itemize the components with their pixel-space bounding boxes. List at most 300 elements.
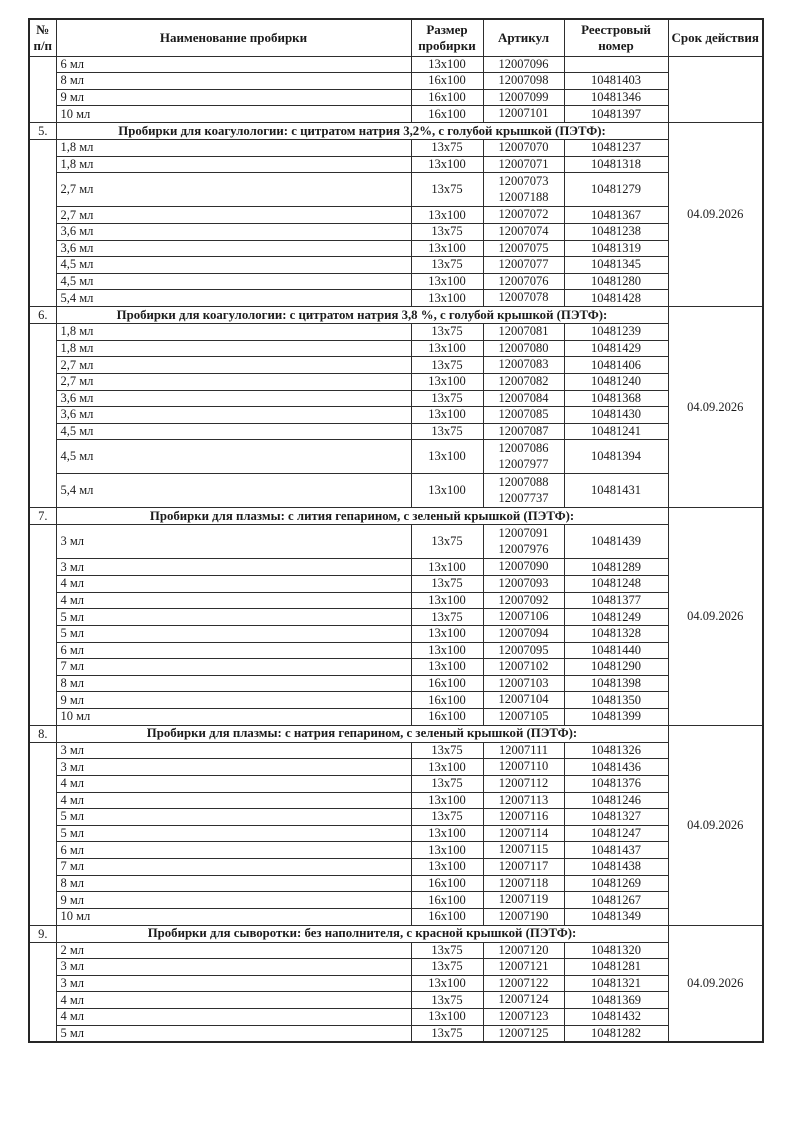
- cell-registry: 10481239: [564, 324, 668, 341]
- article-number: 12007084: [498, 390, 549, 405]
- section-title: Пробирки для коагулологии: с цитратом натрия 3,8 %, с голубой крышкой (ПЭТФ):: [56, 307, 668, 324]
- article-number: 12007070: [498, 140, 549, 154]
- article-number: 12007122: [498, 975, 549, 990]
- cell-article: [483, 525, 564, 559]
- cell-size: 13x100: [411, 792, 483, 809]
- article-number: 12007976: [498, 541, 549, 556]
- cell-name: 1,8 мл: [56, 156, 411, 173]
- article-number: 12007110: [498, 759, 549, 774]
- validity-cell: 04.09.2026: [668, 925, 763, 1042]
- cell-size: 13x75: [411, 609, 483, 626]
- cell-article: [483, 56, 564, 73]
- cell-article: [483, 609, 564, 626]
- cell-registry: 10481376: [564, 775, 668, 792]
- article-number: 12007077: [498, 257, 549, 272]
- cell-registry: 10481267: [564, 892, 668, 909]
- section-number: 6.: [29, 307, 56, 324]
- cell-size: 16x100: [411, 908, 483, 925]
- table-body: [29, 56, 763, 1042]
- table-row: [29, 73, 763, 90]
- table-row: [29, 825, 763, 842]
- validity-cell: 04.09.2026: [668, 508, 763, 725]
- cell-article: [483, 173, 564, 207]
- cell-size: 13x75: [411, 140, 483, 157]
- cell-name: 5,4 мл: [56, 474, 411, 508]
- cell-size: 13x75: [411, 992, 483, 1009]
- cell-size: 16x100: [411, 106, 483, 123]
- table-row: [29, 474, 763, 508]
- cell-name: 4,5 мл: [56, 273, 411, 290]
- table-row: [29, 273, 763, 290]
- cell-name: 10 мл: [56, 106, 411, 123]
- cell-size: 16x100: [411, 875, 483, 892]
- table-row: [29, 842, 763, 859]
- article-number: 12007099: [498, 89, 549, 104]
- column-header-num: № п/п: [29, 19, 56, 56]
- cell-article: [483, 742, 564, 759]
- cell-article: [483, 675, 564, 692]
- cell-article: [483, 759, 564, 776]
- cell-size: 13x75: [411, 525, 483, 559]
- cell-size: 13x100: [411, 759, 483, 776]
- cell-size: 13x100: [411, 440, 483, 474]
- cell-size: 13x100: [411, 859, 483, 876]
- article-number: 12007190: [498, 908, 549, 923]
- table-row: [29, 576, 763, 593]
- cell-registry: 10481369: [564, 992, 668, 1009]
- cell-registry: 10481282: [564, 1025, 668, 1042]
- cell-name: 4 мл: [56, 775, 411, 792]
- section-number: 9.: [29, 925, 56, 942]
- article-number: 12007124: [498, 992, 549, 1007]
- article-number: 12007116: [498, 809, 549, 824]
- cell-registry: 10481279: [564, 173, 668, 207]
- validity-cell: 04.09.2026: [668, 123, 763, 307]
- cell-article: [483, 1009, 564, 1026]
- cell-article: [483, 825, 564, 842]
- cell-size: 16x100: [411, 675, 483, 692]
- cell-name: 10 мл: [56, 709, 411, 726]
- cell-size: 13x100: [411, 825, 483, 842]
- cell-registry: 10481428: [564, 290, 668, 307]
- table-row: [29, 659, 763, 676]
- cell-size: 13x75: [411, 257, 483, 274]
- cell-name: 4 мл: [56, 576, 411, 593]
- cell-size: 13x100: [411, 1009, 483, 1026]
- table-row: [29, 407, 763, 424]
- table-row: [29, 759, 763, 776]
- cell-registry: 10481403: [564, 73, 668, 90]
- cell-name: 9 мл: [56, 89, 411, 106]
- section-title: Пробирки для сыворотки: без наполнителя, с красной крышкой (ПЭТФ):: [56, 925, 668, 942]
- table-row: [29, 440, 763, 474]
- section-title: Пробирки для плазмы: с лития гепарином, с зеленый крышкой (ПЭТФ):: [56, 508, 668, 525]
- cell-size: 13x100: [411, 642, 483, 659]
- cell-registry: 10481328: [564, 625, 668, 642]
- table-row: [29, 775, 763, 792]
- cell-size: 13x100: [411, 659, 483, 676]
- cell-size: 13x75: [411, 742, 483, 759]
- cell-size: 13x75: [411, 959, 483, 976]
- cell-article: [483, 106, 564, 123]
- table-row: [29, 709, 763, 726]
- cell-size: 13x75: [411, 173, 483, 207]
- cell-registry: 10481289: [564, 559, 668, 576]
- cell-article: [483, 240, 564, 257]
- cell-size: 13x100: [411, 373, 483, 390]
- cell-registry: 10481246: [564, 792, 668, 809]
- cell-name: 6 мл: [56, 842, 411, 859]
- cell-name: 2,7 мл: [56, 373, 411, 390]
- cell-registry: 10481398: [564, 675, 668, 692]
- table-row: [29, 156, 763, 173]
- table-row: [29, 859, 763, 876]
- cell-registry: 10481269: [564, 875, 668, 892]
- article-number: 12007101: [498, 106, 549, 121]
- table-row: [29, 423, 763, 440]
- cell-size: 13x100: [411, 240, 483, 257]
- article-number: 12007073: [498, 174, 549, 189]
- column-header-name: Наименование пробирки: [56, 19, 411, 56]
- article-number: 12007115: [498, 842, 549, 857]
- cell-name: 5 мл: [56, 609, 411, 626]
- column-header-size: Размер пробирки: [411, 19, 483, 56]
- cell-name: 2,7 мл: [56, 173, 411, 207]
- article-number: 12007082: [498, 373, 549, 388]
- cell-registry: 10481240: [564, 373, 668, 390]
- article-number: 12007103: [498, 675, 549, 690]
- table-row: [29, 642, 763, 659]
- article-number: 12007088: [498, 475, 549, 490]
- column-header-article: Артикул: [483, 19, 564, 56]
- cell-size: 13x75: [411, 390, 483, 407]
- article-number: 12007188: [498, 189, 549, 204]
- cell-registry: 10481247: [564, 825, 668, 842]
- cell-article: [483, 908, 564, 925]
- cell-size: 13x100: [411, 273, 483, 290]
- table-row: [29, 908, 763, 925]
- cell-registry: 10481326: [564, 742, 668, 759]
- cell-name: 3,6 мл: [56, 240, 411, 257]
- num-spacer: [29, 140, 56, 307]
- cell-size: 13x100: [411, 56, 483, 73]
- table-row: [29, 240, 763, 257]
- cell-name: 4 мл: [56, 1009, 411, 1026]
- table-row: [29, 959, 763, 976]
- cell-registry: 10481280: [564, 273, 668, 290]
- cell-registry: 10481431: [564, 474, 668, 508]
- cell-registry: 10481290: [564, 659, 668, 676]
- article-number: 12007104: [498, 692, 549, 707]
- cell-name: 3 мл: [56, 959, 411, 976]
- cell-size: 13x75: [411, 942, 483, 959]
- cell-size: 13x75: [411, 223, 483, 240]
- cell-size: 16x100: [411, 709, 483, 726]
- cell-size: 13x75: [411, 576, 483, 593]
- cell-article: [483, 440, 564, 474]
- cell-registry: 10481249: [564, 609, 668, 626]
- cell-article: [483, 659, 564, 676]
- cell-registry: 10481432: [564, 1009, 668, 1026]
- section-number: 5.: [29, 123, 56, 140]
- cell-article: [483, 709, 564, 726]
- cell-name: 4,5 мл: [56, 257, 411, 274]
- cell-article: [483, 290, 564, 307]
- cell-article: [483, 207, 564, 224]
- cell-size: 13x100: [411, 407, 483, 424]
- cell-name: 1,8 мл: [56, 324, 411, 341]
- cell-registry: 10481318: [564, 156, 668, 173]
- cell-article: [483, 642, 564, 659]
- cell-registry: 10481350: [564, 692, 668, 709]
- article-number: 12007112: [498, 775, 549, 790]
- article-number: 12007120: [498, 942, 549, 957]
- table-row: [29, 809, 763, 826]
- table-row: [29, 525, 763, 559]
- cell-registry: 10481377: [564, 592, 668, 609]
- cell-article: [483, 959, 564, 976]
- cell-size: 13x100: [411, 156, 483, 173]
- validity-cell: 04.09.2026: [668, 307, 763, 508]
- cell-name: 8 мл: [56, 675, 411, 692]
- article-number: 12007071: [498, 156, 549, 171]
- cell-article: [483, 407, 564, 424]
- cell-size: 13x75: [411, 357, 483, 374]
- cell-name: 8 мл: [56, 73, 411, 90]
- cell-registry: 10481281: [564, 959, 668, 976]
- cell-registry: 10481399: [564, 709, 668, 726]
- cell-article: [483, 692, 564, 709]
- cell-registry: 10481241: [564, 423, 668, 440]
- section-header-row: [29, 307, 763, 324]
- article-number: 12007091: [498, 526, 549, 541]
- cell-article: [483, 875, 564, 892]
- cell-article: [483, 942, 564, 959]
- table-row: [29, 89, 763, 106]
- cell-registry: 10481320: [564, 942, 668, 959]
- cell-size: 13x100: [411, 474, 483, 508]
- cell-article: [483, 576, 564, 593]
- cell-name: 7 мл: [56, 859, 411, 876]
- cell-registry: 10481397: [564, 106, 668, 123]
- table-row: [29, 675, 763, 692]
- cell-size: 13x100: [411, 559, 483, 576]
- article-number: 12007095: [498, 642, 549, 657]
- section-number: 7.: [29, 508, 56, 525]
- cell-name: 2,7 мл: [56, 207, 411, 224]
- cell-size: 13x75: [411, 1025, 483, 1042]
- table-row: [29, 257, 763, 274]
- cell-size: 16x100: [411, 73, 483, 90]
- article-number: 12007083: [498, 357, 549, 372]
- cell-size: 13x100: [411, 340, 483, 357]
- cell-name: 5 мл: [56, 1025, 411, 1042]
- cell-article: [483, 324, 564, 341]
- cell-name: 5 мл: [56, 825, 411, 842]
- table-row: [29, 390, 763, 407]
- cell-article: [483, 423, 564, 440]
- cell-article: [483, 89, 564, 106]
- num-spacer: [29, 525, 56, 725]
- table-row: [29, 1009, 763, 1026]
- cell-article: [483, 859, 564, 876]
- cell-registry: 10481437: [564, 842, 668, 859]
- article-number: 12007117: [498, 859, 549, 873]
- table-row: [29, 373, 763, 390]
- article-number: 12007114: [498, 825, 549, 840]
- cell-name: 9 мл: [56, 692, 411, 709]
- article-number: 12007090: [498, 559, 549, 574]
- cell-name: 3 мл: [56, 525, 411, 559]
- cell-size: 16x100: [411, 692, 483, 709]
- table-row: [29, 892, 763, 909]
- cell-registry: 10481394: [564, 440, 668, 474]
- article-number: 12007125: [498, 1025, 549, 1040]
- validity-cell: 04.09.2026: [668, 725, 763, 925]
- article-number: 12007072: [498, 207, 549, 222]
- table-row: [29, 942, 763, 959]
- cell-name: 5,4 мл: [56, 290, 411, 307]
- table-row: [29, 1025, 763, 1042]
- cell-registry: 10481436: [564, 759, 668, 776]
- cell-registry: 10481368: [564, 390, 668, 407]
- cell-name: 10 мл: [56, 908, 411, 925]
- section-header-row: [29, 925, 763, 942]
- cell-article: [483, 809, 564, 826]
- cell-article: [483, 257, 564, 274]
- table-row: [29, 340, 763, 357]
- cell-name: 3 мл: [56, 975, 411, 992]
- cell-size: 13x75: [411, 423, 483, 440]
- cell-registry: 10481406: [564, 357, 668, 374]
- table-row: [29, 742, 763, 759]
- cell-size: 13x100: [411, 592, 483, 609]
- cell-registry: 10481346: [564, 89, 668, 106]
- article-number: 12007102: [498, 659, 549, 674]
- cell-name: 2,7 мл: [56, 357, 411, 374]
- cell-size: 13x100: [411, 842, 483, 859]
- cell-registry: 10481429: [564, 340, 668, 357]
- cell-size: 13x75: [411, 809, 483, 826]
- cell-name: 1,8 мл: [56, 340, 411, 357]
- cell-article: [483, 390, 564, 407]
- table-row: [29, 975, 763, 992]
- section-title: Пробирки для коагулологии: с цитратом натрия 3,2%, с голубой крышкой (ПЭТФ):: [56, 123, 668, 140]
- cell-name: 3,6 мл: [56, 223, 411, 240]
- cell-name: 7 мл: [56, 659, 411, 676]
- cell-size: 13x100: [411, 975, 483, 992]
- table-row: [29, 140, 763, 157]
- cell-registry: 10481345: [564, 257, 668, 274]
- cell-size: 13x100: [411, 625, 483, 642]
- header-row: [29, 19, 763, 56]
- cell-name: 9 мл: [56, 892, 411, 909]
- cell-registry: 10481237: [564, 140, 668, 157]
- table-row: [29, 56, 763, 73]
- article-number: 12007092: [498, 592, 549, 607]
- table-header: [29, 19, 763, 56]
- article-number: 12007106: [498, 609, 549, 624]
- table-row: [29, 357, 763, 374]
- cell-article: [483, 975, 564, 992]
- article-number: 12007075: [498, 240, 549, 255]
- table-row: [29, 875, 763, 892]
- cell-registry: 10481440: [564, 642, 668, 659]
- cell-article: [483, 373, 564, 390]
- cell-name: 2 мл: [56, 942, 411, 959]
- table-row: [29, 692, 763, 709]
- cell-name: 8 мл: [56, 875, 411, 892]
- cell-registry: 10481238: [564, 223, 668, 240]
- cell-name: 4 мл: [56, 992, 411, 1009]
- article-number: 12007086: [498, 441, 549, 456]
- num-spacer: [29, 56, 56, 123]
- cell-name: 3,6 мл: [56, 390, 411, 407]
- article-number: 12007094: [498, 625, 549, 640]
- section-title: Пробирки для плазмы: с натрия гепарином, с зеленый крышкой (ПЭТФ):: [56, 725, 668, 742]
- column-header-validity: Срок действия: [668, 19, 763, 56]
- table-row: [29, 290, 763, 307]
- table-row: [29, 207, 763, 224]
- cell-registry: [564, 56, 668, 73]
- article-number: 12007096: [498, 56, 549, 71]
- cell-name: 5 мл: [56, 625, 411, 642]
- section-header-row: [29, 725, 763, 742]
- table-row: [29, 625, 763, 642]
- article-number: 12007078: [498, 290, 549, 305]
- article-number: 12007113: [498, 792, 549, 807]
- article-number: 12007074: [498, 223, 549, 238]
- article-number: 12007093: [498, 576, 549, 590]
- article-number: 12007977: [498, 456, 549, 471]
- table-row: [29, 106, 763, 123]
- num-spacer: [29, 324, 56, 508]
- cell-article: [483, 625, 564, 642]
- cell-registry: 10481319: [564, 240, 668, 257]
- cell-name: 5 мл: [56, 809, 411, 826]
- cell-name: 4,5 мл: [56, 440, 411, 474]
- cell-article: [483, 357, 564, 374]
- product-registry-table: [28, 18, 764, 1043]
- num-spacer: [29, 742, 56, 925]
- cell-article: [483, 792, 564, 809]
- cell-article: [483, 73, 564, 90]
- cell-size: 13x100: [411, 207, 483, 224]
- article-number: 12007105: [498, 709, 549, 723]
- cell-article: [483, 559, 564, 576]
- article-number: 12007087: [498, 423, 549, 438]
- cell-article: [483, 1025, 564, 1042]
- cell-registry: 10481438: [564, 859, 668, 876]
- column-header-registry: Реестровый номер: [564, 19, 668, 56]
- table-row: [29, 324, 763, 341]
- cell-size: 13x75: [411, 324, 483, 341]
- cell-registry: 10481430: [564, 407, 668, 424]
- cell-article: [483, 592, 564, 609]
- table-row: [29, 792, 763, 809]
- cell-name: 6 мл: [56, 56, 411, 73]
- cell-size: 13x75: [411, 775, 483, 792]
- cell-article: [483, 156, 564, 173]
- cell-registry: 10481367: [564, 207, 668, 224]
- cell-name: 4 мл: [56, 592, 411, 609]
- cell-article: [483, 992, 564, 1009]
- table-row: [29, 592, 763, 609]
- cell-registry: 10481327: [564, 809, 668, 826]
- cell-name: 6 мл: [56, 642, 411, 659]
- article-number: 12007081: [498, 324, 549, 338]
- cell-name: 3 мл: [56, 759, 411, 776]
